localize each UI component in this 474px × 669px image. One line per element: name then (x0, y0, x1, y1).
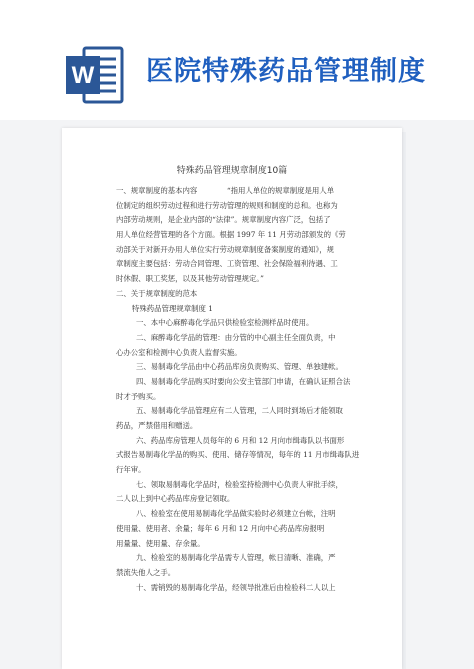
page-title: 医院特殊药品管理制度 (146, 56, 426, 87)
document-line: 九、检验室的易制毒化学品需专人管理，帐日清晰、准确，严 (136, 553, 336, 563)
document-line: 动部关于对新开办用人单位实行劳动规章制度备案制度的通知》，规 (116, 244, 335, 254)
document-line: 禁流失他人之手。 (116, 567, 176, 577)
document-line: 心办公室和检测中心负责人监督实施。 (116, 347, 242, 357)
document-line: 一、规章制度的基本内容 “指用人单位的规章制度是用人单 (116, 186, 335, 195)
word-document-icon (64, 44, 126, 106)
document-line: 四、易制毒化学品购买时要向公安主管部门申请，在确认证照合法 (136, 376, 351, 386)
document-line: 特殊药品管理规章制度 1 (132, 303, 213, 313)
document-line: 章制度主要包括：劳动合同管理、工资管理、社会保险福利待遇、工 (116, 259, 338, 269)
document-line: 位制定的组织劳动过程和进行劳动管理的规则和制度的总和。也称为 (116, 200, 338, 210)
document-line: 行年审。 (116, 465, 146, 475)
document-page (62, 128, 402, 669)
document-line: 二、关于规章制度的范本 (116, 288, 198, 298)
word-icon-letter: W (71, 62, 95, 89)
document-line: 药品，严禁借用和赠送。 (116, 421, 198, 430)
document-line: 一、本中心麻醉毒化学品只供检验室检测样品时使用。 (136, 318, 314, 328)
document-line: 六、药品库房管理人员每年的 6 月和 12 月向市缉毒队以书面形 (136, 435, 345, 445)
document-line: 用量量、使用量、存余量。 (116, 538, 205, 548)
document-body (116, 184, 378, 595)
document-line: 用人单位经营管理的各个方面。根据 1997 年 11 月劳动部颁发的《劳 (116, 230, 346, 240)
document-line: 八、检验室在使用易制毒化学品做实验时必须建立台帐，注明 (136, 509, 336, 519)
header-banner (0, 0, 474, 120)
document-line: 五、易制毒化学品管理应有二人管理，二人同时到场后才能领取 (136, 406, 343, 416)
document-line: 三、易制毒化学品由中心药品库房负责购买、管理、单独建帐。 (136, 362, 343, 372)
document-line: 二人以上到中心药品库房登记领取。 (116, 494, 235, 504)
document-line: 二、麻醉毒化学品的管理：由分管的中心副主任全面负责，中 (136, 332, 336, 342)
document-line: 式报告易制毒化学品的购买、使用、储存等情况，每年的 11 月市缉毒队进 (116, 450, 360, 460)
document-line: 十、需销毁的易制毒化学品，经领导批准后由检验科二人以上 (136, 582, 336, 592)
document-heading: 特殊药品管理规章制度10篇 (176, 166, 288, 176)
document-line: 时才予购买。 (116, 391, 161, 401)
document-line: 使用量、使用者、余量；每年 6 月和 12 月向中心药品库房报明 (116, 523, 325, 533)
document-line: 内部劳动规则，是企业内部的“法律”。规章制度内容广泛，包括了 (116, 215, 331, 225)
document-line: 七、领取易制毒化学品时，检验室持检测中心负责人审批手续， (136, 479, 343, 489)
document-line: 时休假、职工奖惩，以及其他劳动管理规定。” (116, 274, 264, 284)
